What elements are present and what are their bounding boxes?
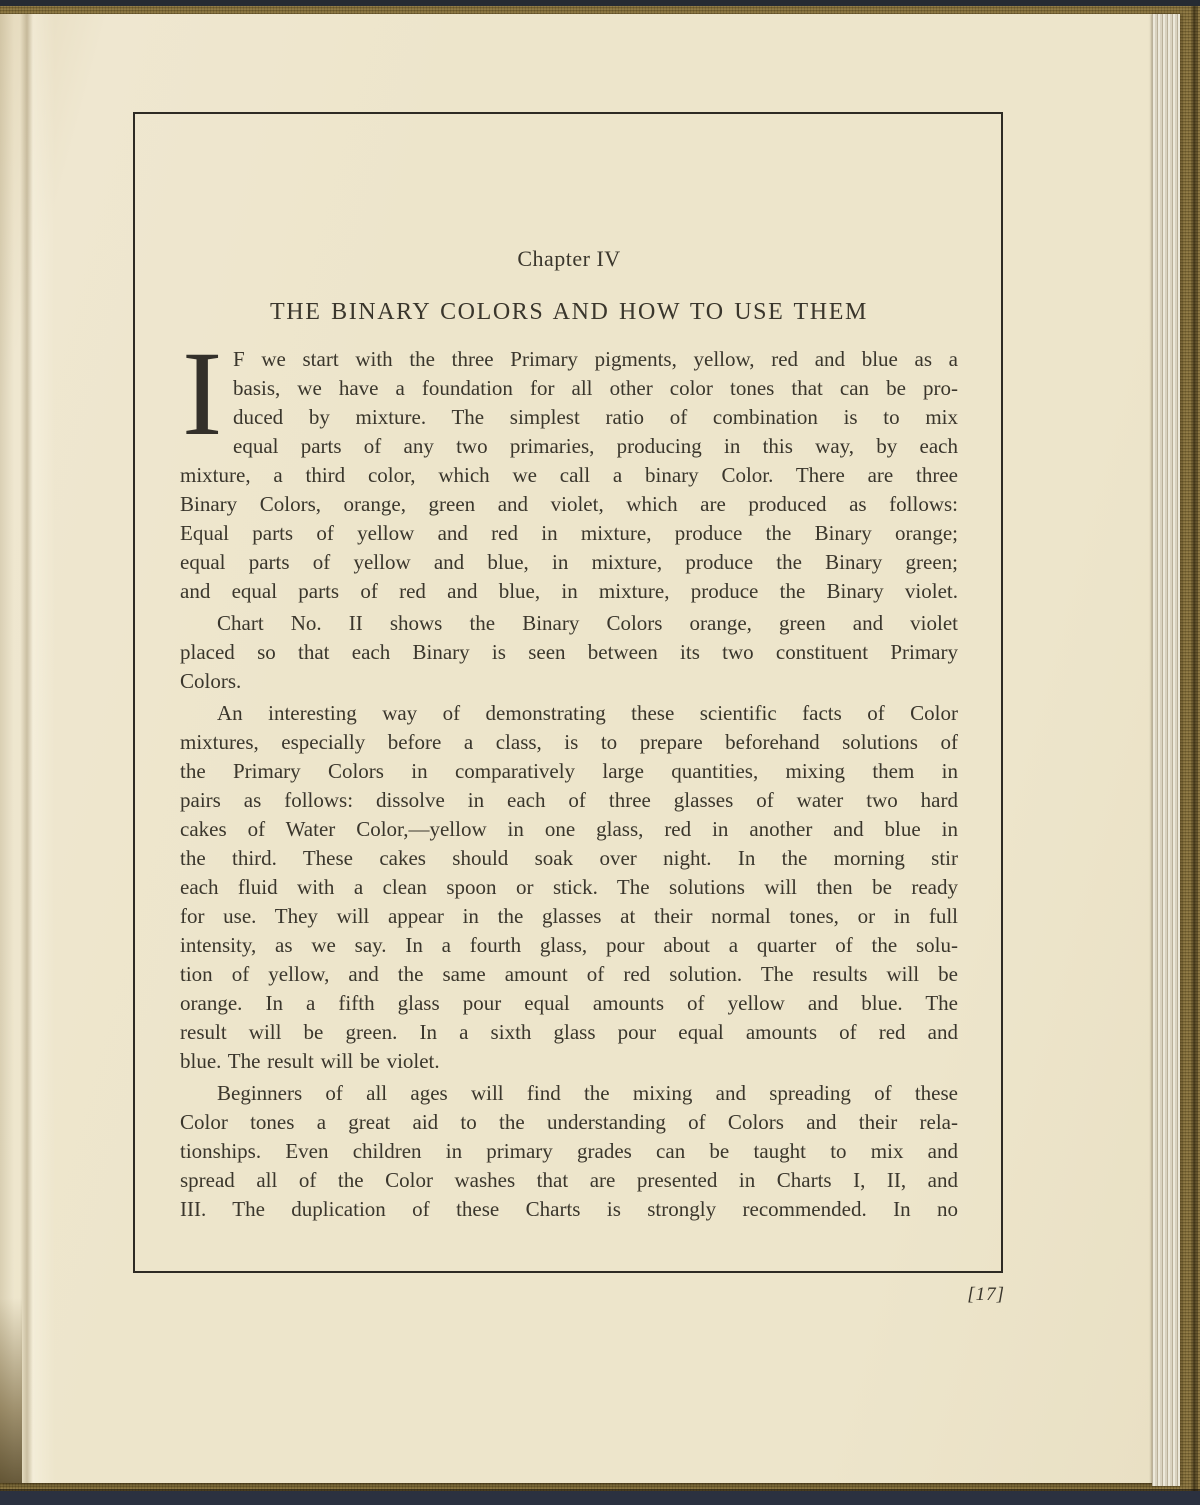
text-line: mixture, a third color, which we call a binary Color. There are three — [180, 463, 958, 487]
paragraph — [180, 699, 958, 1076]
bottom-left-corner-wear — [0, 1298, 22, 1483]
gutter-shadow — [0, 14, 90, 1483]
page-stack-edge — [1152, 14, 1180, 1486]
text-line: the Primary Colors in comparatively large quantities, mixing them in — [180, 759, 958, 783]
text-line: F we start with the three Primary pigments, yellow, red and blue as a — [233, 347, 958, 371]
text-line: spread all of the Color washes that are presented in Charts I, II, and — [180, 1168, 958, 1192]
text-line: Binary Colors, orange, green and violet, which are produced as follows: — [180, 492, 958, 516]
chapter-heading: Chapter IV — [517, 246, 621, 271]
text-line: placed so that each Binary is seen between its two constituent Primary — [180, 640, 958, 664]
paragraph — [180, 327, 958, 606]
text-line: Colors. — [180, 669, 242, 693]
chapter-title: THE BINARY COLORS AND HOW TO USE THEM — [270, 299, 868, 325]
text-line: blue. The result will be violet. — [180, 1049, 440, 1073]
cover-bottom-edge — [0, 1491, 1200, 1505]
text-line: the third. These cakes should soak over night. In the morning stir — [180, 846, 958, 870]
drop-cap-letter: I — [182, 327, 223, 461]
paragraph — [180, 609, 958, 696]
text-line: Equal parts of yellow and red in mixture, produce the Binary orange; — [180, 521, 958, 545]
text-line: and equal parts of red and blue, in mixture, produce the Binary violet. — [180, 579, 958, 603]
page-number: [17] — [967, 1284, 1005, 1305]
body-text — [180, 327, 958, 1224]
text-line: cakes of Water Color,—yellow in one glass, red in another and blue in — [180, 817, 958, 841]
text-line: equal parts of any two primaries, producing in this way, by each — [233, 434, 958, 458]
text-line: each fluid with a clean spoon or stick. The solutions will then be ready — [180, 875, 958, 899]
text-line: III. The duplication of these Charts is strongly recommended. In no — [180, 1197, 958, 1221]
book-page — [0, 14, 1157, 1483]
text-line: Beginners of all ages will find the mixing and spreading of these — [217, 1081, 958, 1105]
page-border-frame — [133, 112, 1003, 1273]
text-line: tion of yellow, and the same amount of red solution. The results will be — [180, 962, 958, 986]
text-line: Color tones a great aid to the understanding of Colors and their rela- — [180, 1110, 958, 1134]
cover-right-edge — [1191, 0, 1198, 1505]
text-line: equal parts of yellow and blue, in mixture, produce the Binary green; — [180, 550, 958, 574]
cover-top-edge — [0, 0, 1200, 6]
text-line: Chart No. II shows the Binary Colors orange, green and violet — [217, 611, 958, 635]
text-line: tionships. Even children in primary grades can be taught to mix and — [180, 1139, 958, 1163]
text-line: basis, we have a foundation for all other color tones that can be pro- — [233, 376, 958, 400]
text-line: mixtures, especially before a class, is to prepare beforehand solutions of — [180, 730, 958, 754]
text-line: pairs as follows: dissolve in each of three glasses of water two hard — [180, 788, 958, 812]
text-line: orange. In a fifth glass pour equal amounts of yellow and blue. The — [180, 991, 958, 1015]
text-line: intensity, as we say. In a fourth glass, pour about a quarter of the solu- — [180, 933, 958, 957]
text-line: An interesting way of demonstrating these scientific facts of Color — [217, 701, 958, 725]
text-line: for use. They will appear in the glasses at their normal tones, or in full — [180, 904, 958, 928]
text-line: duced by mixture. The simplest ratio of combination is to mix — [233, 405, 958, 429]
text-line: result will be green. In a sixth glass pour equal amounts of red and — [180, 1020, 958, 1044]
paragraph — [180, 1079, 958, 1224]
